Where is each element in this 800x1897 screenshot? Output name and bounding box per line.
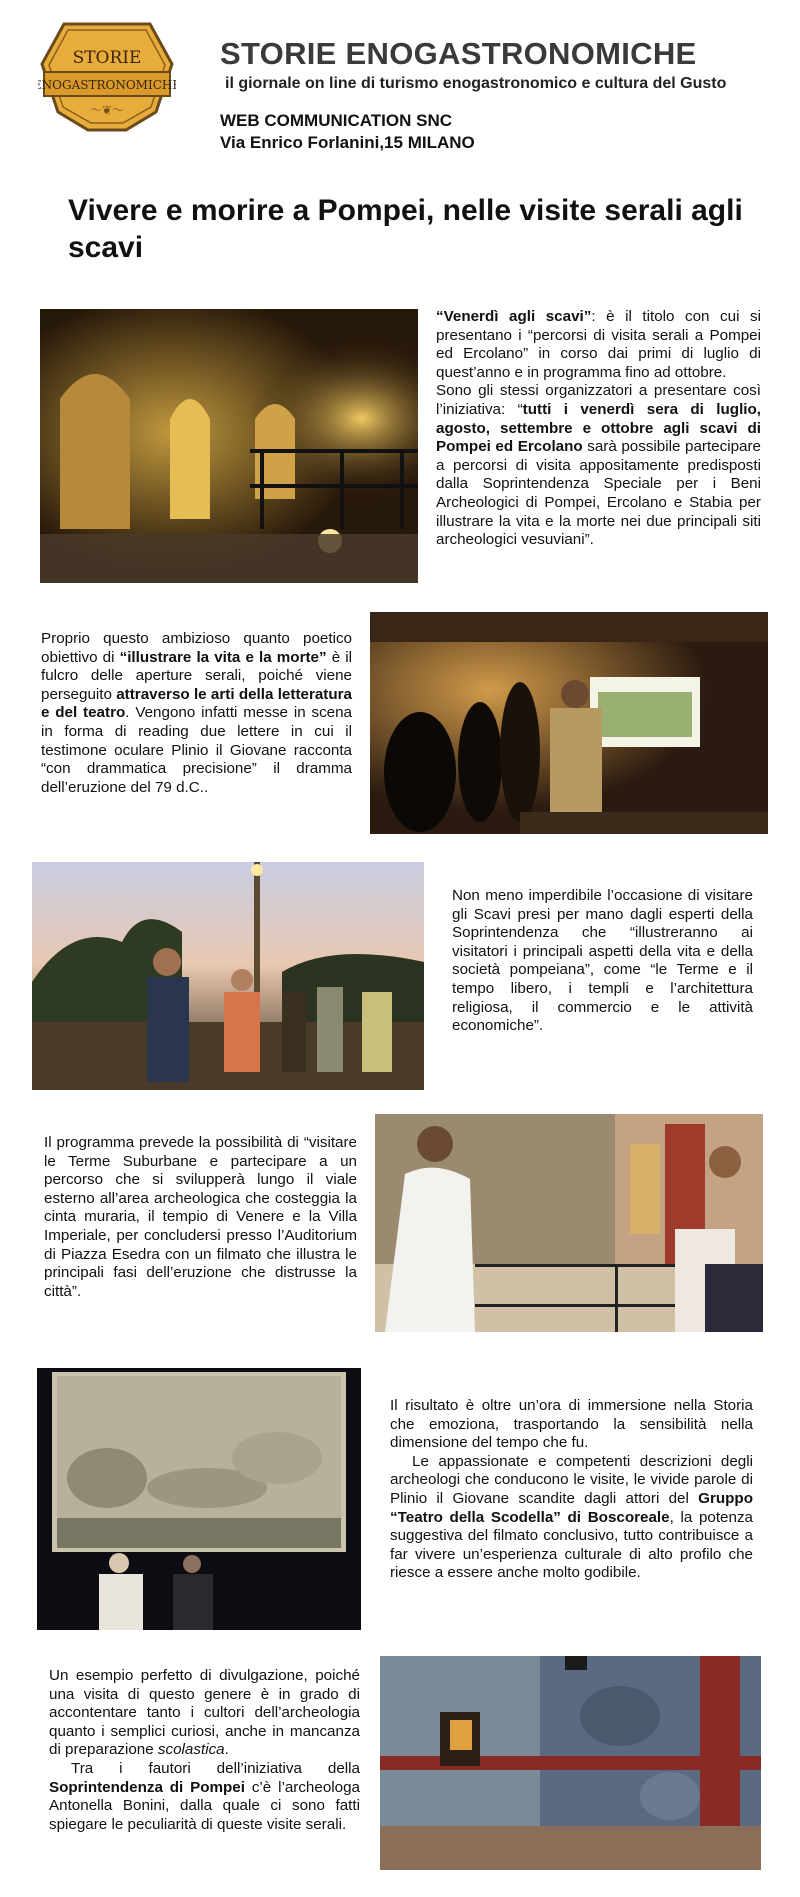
section-5-text xyxy=(390,1397,753,1583)
svg-text:STORIE: STORIE xyxy=(72,48,142,68)
brand-title: STORIE ENOGASTRONOMICHE xyxy=(220,36,697,71)
section-6-intro-2: Tra i fautori dell’iniziativa della xyxy=(71,1759,360,1777)
section-5-bold: Gruppo “Teatro della Scodella” di Boscoreale xyxy=(390,1489,753,1526)
svg-text:〜❦〜: 〜❦〜 xyxy=(89,103,125,117)
section-2-bold-1: “illustrare la vita e la morte” xyxy=(119,648,327,666)
section-6-bold: Soprintendenza di Pompei xyxy=(49,1778,245,1796)
article-title: Vivere e morire a Pompei, nelle visite serali agli scavi xyxy=(68,194,743,264)
company-name: WEB COMMUNICATION SNC xyxy=(220,111,452,130)
photo-evening-guide xyxy=(32,862,424,1090)
section-2-body: è il fulcro delle aperture serali, poiché viene perseguito xyxy=(41,648,352,703)
section-6-body: Un esempio perfetto di divulgazione, poiché una visita di questo genere è in grado di accontentare tanto i cultori dell’archeologia quanto i semplici curiosi, anche in mancanza di preparazione xyxy=(49,1667,360,1759)
section-2-tail: . Vengono infatti messe in scena in forma di reading due lettere in cui il testimone oculare Plinio il Giovane racconta “con drammatica precisione” il dramma dell’eruzione del 79 d.C.. xyxy=(41,704,353,796)
section-2-bold-2: attraverso le arti della letteratura e del teatro xyxy=(41,685,352,722)
photo-excavation-arches xyxy=(40,309,418,583)
section-3-paragraph: Non meno imperdibile l’occasione di visitare gli Scavi presi per mano dagli esperti della Soprintendenza che “illustreranno ai visitatori i principali aspetti della vita e della società pompeiana”, come “le Terme e il tempo libero, i templi e l’architettura religiosa, il commercio e le attività economiche”. xyxy=(452,887,753,1035)
section-4-paragraph: Il programma prevede la possibilità di “visitare le Terme Suburbane e partecipare a un percorso che si svilupperà lungo il viale esterno all’area archeologica che costeggia la cinta muraria, il tempio di Venere e la Villa Imperiale, per concludersi presso l’Auditorium di Piazza Esedra con un filmato che illustra le principali fasi dell’eruzione che distrusse la città”. xyxy=(44,1134,357,1300)
section-1-emphasis: “Venerdì agli scavi” xyxy=(436,308,592,325)
photo-fresco-room xyxy=(380,1656,761,1870)
brand-subtitle: il giornale on line di turismo enogastronomico e cultura del Gusto xyxy=(225,75,727,92)
section-1-body: Sono gli stessi organizzatori a presentare così l’iniziativa: “ xyxy=(436,382,761,418)
section-2-intro: Proprio questo ambizioso quanto poetico obiettivo di xyxy=(41,630,352,666)
section-2-text xyxy=(41,630,352,797)
company-address: Via Enrico Forlanini,15 MILANO xyxy=(220,133,475,152)
section-6-text xyxy=(49,1667,360,1834)
logo xyxy=(38,18,176,136)
section-3-text xyxy=(452,887,753,1036)
svg-text:ENOGASTRONOMICHE: ENOGASTRONOMICHE xyxy=(38,78,176,92)
photo-archaeologist xyxy=(375,1114,763,1332)
section-1-intro: : è il titolo con cui si presentano i “percorsi di visita serali a Pompei ed Ercolano” in corso dai primi di luglio di quest’anno e in programma fino ad ottobre. xyxy=(436,308,761,381)
section-1-bold: tutti i venerdì sera di luglio, agosto, settembre e ottobre agli scavi di Pompei ed Ercolano xyxy=(436,400,761,456)
section-5-body: Le appassionate e competenti descrizioni degli archeologi che conducono le visite, le vivide parole di Plinio il Giovane scandite dagli attori del xyxy=(390,1452,753,1507)
photo-screening-reading xyxy=(37,1368,361,1630)
section-5-paragraph-1: Il risultato è oltre un’ora di immersione nella Storia che emoziona, trasportando la sensibilità nella dimensione del tempo che fu. xyxy=(390,1397,753,1452)
section-5-tail: , la potenza suggestiva del filmato conclusivo, tutto contribuisce a far vivere un’esperienza culturale di alto profilo che riesce a essere anche molto godibile. xyxy=(390,1508,753,1582)
section-1-tail: sarà possibile partecipare a percorsi di visita appositamente predisposti dalla Soprintendenza Speciale per i Beni Archeologici di Pompei, Ercolano e Stabia per illustrare la vita e la morte nei due principali siti archeologici vesuviani”. xyxy=(436,438,761,549)
section-1-text xyxy=(436,308,761,550)
section-6-period: . xyxy=(224,1741,229,1759)
photo-visitors-in-ruins xyxy=(370,612,768,834)
company-info xyxy=(220,110,475,154)
section-6-italic: scolastica xyxy=(157,1741,225,1759)
section-6-tail: c’è l’archeologa Antonella Bonini, dalla quale ci sono fatti spiegare le peculiarità di queste visite serali. xyxy=(49,1778,360,1833)
section-4-text xyxy=(44,1134,357,1301)
